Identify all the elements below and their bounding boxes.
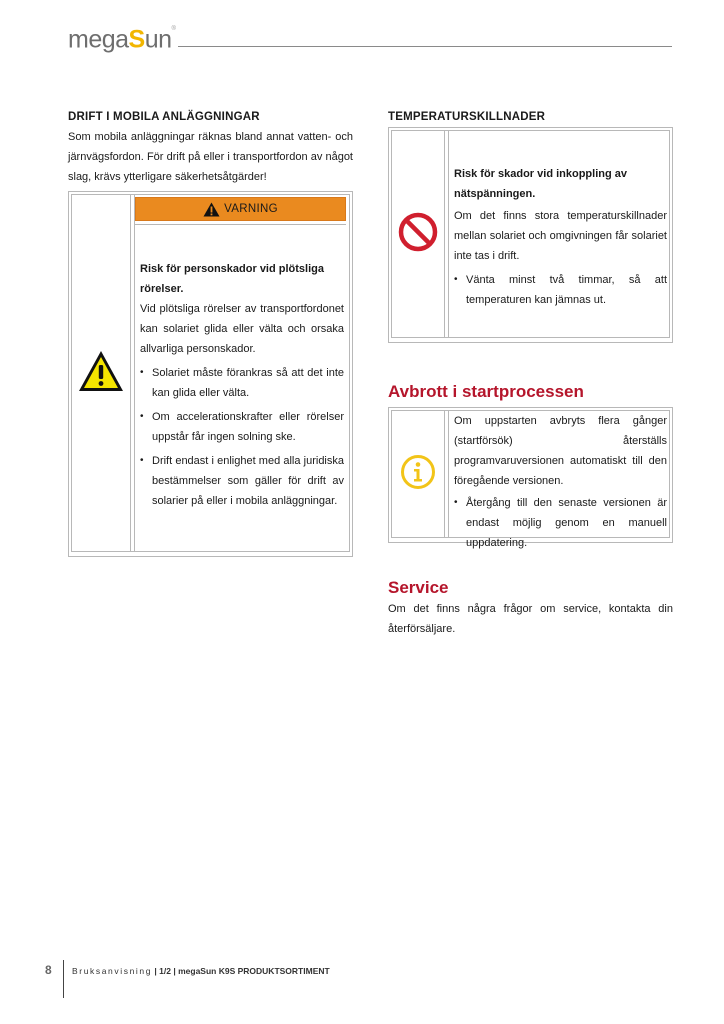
warning-bullet: • Om accelerationskrafter eller rörelser uppstår får ingen solning ske. (140, 407, 344, 447)
footer-product: megaSun K9S PRODUKTSORTIMENT (178, 966, 330, 976)
info-icon-cell (392, 411, 445, 537)
service-body: Om det finns några frågor om service, kontakta din återförsäljare. (388, 603, 673, 635)
warning-text-cell (135, 195, 349, 551)
warning-bullet-list (140, 363, 344, 511)
temperature-title: Risk för skador vid inkoppling av nätspänningen. (454, 168, 627, 200)
warning-small-icon (203, 202, 220, 217)
prohibition-icon (398, 212, 438, 257)
info-body: Om uppstarten avbryts flera gånger (startförsök) återställs programvaruversionen automatiskt till den föregående versionen. (454, 415, 667, 487)
warning-icon-cell (72, 195, 131, 551)
warning-title: Risk för personskador vid plötsliga rörelser. (140, 263, 324, 295)
warning-box-inner (71, 194, 350, 552)
megasun-logo (68, 22, 175, 54)
logo-text-s: S (128, 25, 145, 54)
info-bullet-list (454, 493, 667, 553)
info-bullet: • Återgång till den senaste versionen är endast möjlig genom en manuell uppdatering. (454, 493, 667, 553)
warning-content (135, 224, 346, 515)
footer-text (72, 966, 330, 976)
section-heading-service: Service (388, 578, 449, 597)
info-icon (400, 454, 436, 495)
warning-bullet: • Solariet måste förankras så att det inte kan glida eller välta. (140, 363, 344, 403)
right-column (388, 108, 673, 639)
page-number: 8 (45, 963, 52, 977)
footer-doc-type: Bruksanvisning (72, 966, 153, 976)
section-heading-abort: Avbrott i startprocessen (388, 382, 584, 401)
warning-header-label: VARNING (224, 203, 278, 215)
temperature-body: Om det finns stora temperaturskillnader mellan solariet och omgivningen får solariet inte tas i drift. (454, 210, 667, 262)
footer-divider (63, 960, 64, 998)
footer-separator: | (152, 966, 160, 976)
footer-separator: | (170, 966, 179, 976)
section-heading-mobile: DRIFT I MOBILA ANLÄGGNINGAR (68, 111, 260, 123)
logo-text-suffix: un (144, 25, 172, 54)
warning-body: Vid plötsliga rörelser av transportfordonet kan solariet glida eller välta och orsaka allvarliga personskador. (140, 303, 344, 355)
footer-version: 1/2 (159, 966, 171, 976)
temperature-box (388, 127, 673, 343)
section-heading-temperature: TEMPERATURSKILLNADER (388, 111, 546, 123)
warning-box (68, 191, 353, 557)
left-column (68, 108, 353, 557)
temperature-bullet: • Vänta minst två timmar, så att temperaturen kan jämnas ut. (454, 270, 667, 310)
logo-text-prefix: mega (68, 25, 129, 54)
warning-header-bar (135, 197, 346, 221)
warning-bullet: • Drift endast i enlighet med alla juridiska bestämmelser som gäller för drift av solarier på eller i mobila anläggningar. (140, 451, 344, 511)
temperature-box-inner (391, 130, 670, 338)
temperature-text-cell (449, 131, 669, 337)
info-box-inner (391, 410, 670, 549)
info-box (388, 407, 673, 549)
temperature-bullet-list (454, 270, 667, 310)
header-rule (178, 46, 672, 47)
info-text-cell (449, 411, 669, 549)
mobile-intro-text: Som mobila anläggningar räknas bland annat vatten- och järnvägsfordon. För drift på eller i transportfordon av något slag, krävs ytterligare säkerhetsåtgärder! (68, 131, 353, 183)
registered-mark: ® (171, 26, 176, 32)
prohibition-icon-cell (392, 131, 445, 337)
warning-triangle-icon (77, 349, 125, 398)
